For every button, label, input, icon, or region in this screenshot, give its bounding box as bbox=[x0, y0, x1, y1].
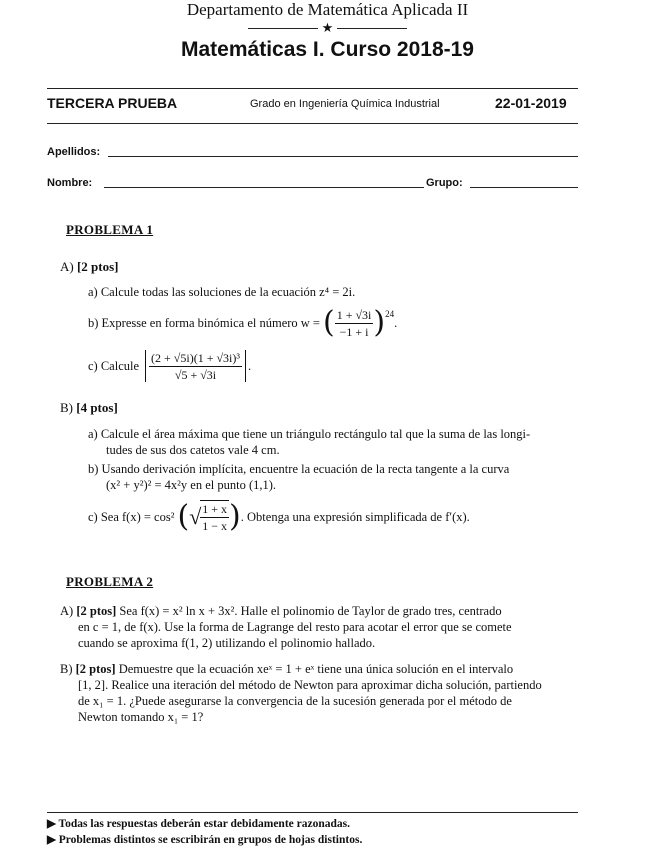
star-icon: ★ bbox=[321, 21, 334, 36]
problem-2-title: PROBLEMA 2 bbox=[66, 574, 154, 589]
p1a-b-numerator: 1 + √3i bbox=[336, 307, 372, 322]
p1a-c-text: c) Calcule bbox=[88, 359, 140, 373]
p1b-item-b bbox=[88, 461, 583, 493]
name-field[interactable] bbox=[104, 187, 424, 188]
period: . bbox=[247, 359, 252, 373]
paren-close: ) bbox=[373, 305, 386, 340]
name-label: Nombre: bbox=[47, 177, 93, 189]
paren-close: ) bbox=[229, 499, 241, 534]
p2a-line3: cuando se aproxima f(1, 2) utilizando el polinomio hallado. bbox=[78, 636, 376, 650]
group-field[interactable] bbox=[470, 187, 578, 188]
p1b-a-line1: a) Calcule el área máxima que tiene un triángulo rectángulo tal que la suma de las longi- bbox=[88, 427, 531, 441]
footer-rule bbox=[47, 812, 578, 813]
p1b-c-numerator: 1 + x bbox=[202, 502, 228, 516]
p2b-line3: de x₁ = 1. ¿Puede asegurarse la convergencia de la sucesión generada por el método de bbox=[78, 694, 512, 708]
abs-bar-right bbox=[245, 350, 246, 382]
p1a-points: [2 ptos] bbox=[76, 259, 119, 274]
p1b-c-tail: . Obtenga una expresión simplificada de f′(x). bbox=[240, 510, 470, 524]
group-label: Grupo: bbox=[426, 177, 463, 189]
p1a-item-b bbox=[88, 306, 397, 340]
p2-part-a bbox=[60, 603, 580, 651]
p1b-item-c bbox=[88, 498, 470, 536]
course-title: Matemáticas I. Curso 2018-19 bbox=[181, 38, 474, 61]
rule-top bbox=[47, 88, 578, 89]
divider-line-left bbox=[248, 28, 318, 29]
p2a-text1: Sea f(x) = x² ln x + 3x². Halle el polinomio de Taylor de grado tres, centrado bbox=[119, 604, 502, 618]
period: . bbox=[394, 316, 398, 330]
p1a-item-c bbox=[88, 348, 251, 384]
p1a-c-denominator: √5 + √3i bbox=[174, 367, 217, 382]
p2a-label: A) bbox=[60, 604, 74, 618]
p1a-b-text: b) Expresse en forma binómica el número w = bbox=[88, 316, 320, 330]
rule-bottom bbox=[47, 123, 578, 124]
problem-1-title: PROBLEMA 1 bbox=[66, 222, 154, 237]
divider-line-right bbox=[337, 28, 407, 29]
p2a-line1 bbox=[60, 603, 580, 619]
p1b-b-line2: (x² + y²)² = 4x²y en el punto (1,1). bbox=[106, 478, 277, 492]
p1b-label: B) bbox=[60, 400, 73, 415]
p2b-points: [2 ptos] bbox=[75, 662, 116, 676]
p2b-line2: [1, 2]. Realice una iteración del método de Newton para aproximar dicha solución, partiendo bbox=[78, 678, 542, 692]
sqrt-icon: √ bbox=[189, 504, 202, 529]
star-divider bbox=[0, 21, 655, 36]
p1b-a-line2: tudes de sus dos catetos vale 4 cm. bbox=[106, 443, 280, 457]
p2b-line4: Newton tomando x₁ = 1? bbox=[78, 710, 204, 724]
p1-part-a-header bbox=[60, 259, 119, 275]
p2b-label: B) bbox=[60, 662, 73, 676]
p1a-label: A) bbox=[60, 259, 74, 274]
surname-label: Apellidos: bbox=[47, 146, 101, 158]
p2b-text1: Demuestre que la ecuación xeˣ = 1 + eˣ tiene una única solución en el intervalo bbox=[118, 662, 514, 676]
exam-title: TERCERA PRUEBA bbox=[47, 95, 178, 111]
p2-part-b bbox=[60, 661, 580, 725]
p1a-b-exponent: 24 bbox=[385, 309, 395, 319]
p1a-c-fraction bbox=[149, 350, 242, 383]
abs-bar-left bbox=[145, 350, 146, 382]
p1b-c-denominator: 1 − x bbox=[202, 519, 228, 533]
note-2: ▶ Problemas distintos se escribirán en grupos de hojas distintos. bbox=[47, 834, 363, 846]
note-1: ▶ Todas las respuestas deberán estar debidamente razonadas. bbox=[47, 818, 350, 830]
department-heading: Departamento de Matemática Aplicada II bbox=[186, 0, 469, 19]
p1b-c-text: c) Sea f(x) = cos² bbox=[88, 510, 175, 524]
p1b-item-a bbox=[88, 426, 583, 458]
surname-field[interactable] bbox=[108, 156, 578, 157]
p1a-b-denominator: −1 + i bbox=[339, 324, 369, 339]
p2a-points: [2 ptos] bbox=[76, 604, 117, 618]
p1a-c-numerator: (2 + √5i)(1 + √3i)³ bbox=[151, 350, 240, 365]
p1b-points: [4 ptos] bbox=[76, 400, 118, 415]
p2b-line1 bbox=[60, 661, 580, 677]
paren-open: ( bbox=[322, 305, 335, 340]
exam-date: 22-01-2019 bbox=[495, 95, 567, 111]
p1-part-b-header bbox=[60, 400, 118, 416]
p1a-b-fraction bbox=[335, 307, 374, 340]
p1b-c-fraction bbox=[200, 500, 229, 534]
paren-open: ( bbox=[177, 499, 190, 534]
p1a-item-a: a) Calcule todas las soluciones de la ecuación z⁴ = 2i. bbox=[88, 285, 356, 299]
p2a-line2: en c = 1, de f(x). Use la forma de Lagrange del resto para acotar el error que se comete bbox=[78, 620, 512, 634]
degree-name: Grado en Ingeniería Química Industrial bbox=[250, 98, 440, 110]
p1b-b-line1: b) Usando derivación implícita, encuentre la ecuación de la recta tangente a la curva bbox=[88, 462, 510, 476]
